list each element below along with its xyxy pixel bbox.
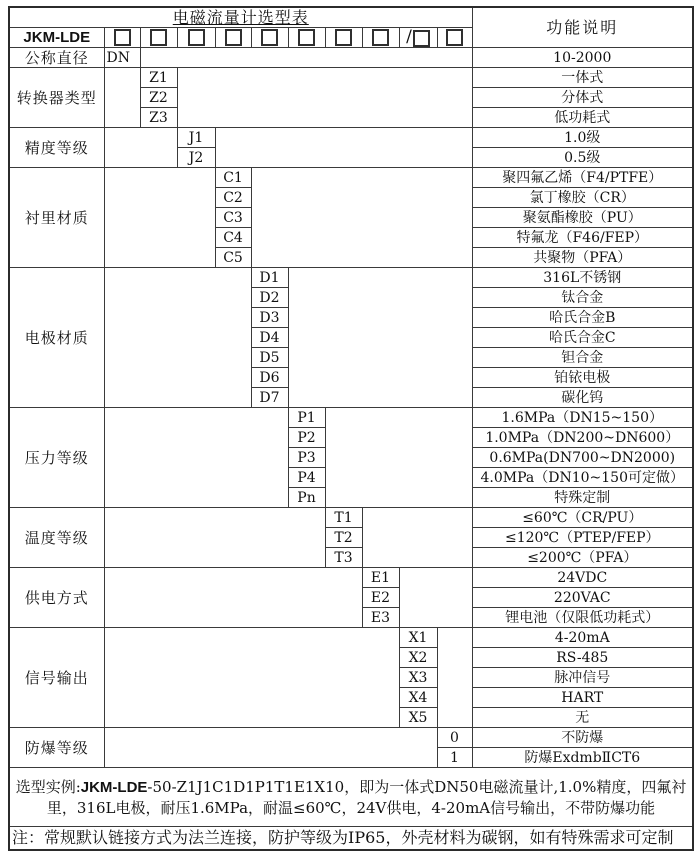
- selection-example: [9, 768, 693, 827]
- empty-cell: [399, 568, 472, 628]
- code-pn: Pn: [288, 488, 325, 508]
- model-code-slot-3: [177, 28, 215, 48]
- model-code-slot-8: [362, 28, 399, 48]
- desc-x4: HART: [472, 688, 693, 708]
- code-x2: X2: [399, 648, 437, 668]
- desc-d5: 钽合金: [472, 348, 693, 368]
- model-code-slot-4: [215, 28, 251, 48]
- note: 注：常规默认链接方式为法兰连接，防护等级为IP65，外壳材料为碳钢，如有特殊需求可定制: [9, 827, 693, 851]
- desc-x3: 脉冲信号: [472, 668, 693, 688]
- code-d6: D6: [251, 368, 288, 388]
- desc-p2: 1.0MPa（DN200~DN600）: [472, 428, 693, 448]
- model-code-slot-10: [437, 28, 472, 48]
- code-p4: P4: [288, 468, 325, 488]
- code-exp-1: 1: [437, 748, 472, 768]
- code-p1: P1: [288, 408, 325, 428]
- desc-c1: 聚四氟乙烯（F4/PTFE）: [472, 168, 693, 188]
- empty-cell: [104, 128, 177, 168]
- code-z1: Z1: [140, 68, 177, 88]
- model-code-slot-7: [325, 28, 362, 48]
- checkbox-icon[interactable]: [114, 29, 131, 46]
- category-pressure-grade: 压力等级: [9, 408, 104, 508]
- code-p3: P3: [288, 448, 325, 468]
- example-model: JKM-LDE: [80, 778, 148, 796]
- category-electrode-material: 电极材质: [9, 268, 104, 408]
- code-j1: J1: [177, 128, 215, 148]
- code-t2: T2: [325, 528, 362, 548]
- desc-x5: 无: [472, 708, 693, 728]
- example-text: -50-Z1J1C1D1P1T1E1X10，即为一体式DN50电磁流量计,1.0%精度，四氟衬里，316L电极，耐压1.6MPa，耐温≤60℃，24V供电，4-20mA信号输出，不带防爆功能: [46, 777, 687, 817]
- desc-j2: 0.5级: [472, 148, 693, 168]
- code-z3: Z3: [140, 108, 177, 128]
- model-code-slot-1: [104, 28, 140, 48]
- empty-cell: [104, 168, 215, 268]
- empty-cell: [288, 268, 472, 408]
- desc-c2: 氯丁橡胶（CR）: [472, 188, 693, 208]
- empty-cell: [104, 508, 325, 568]
- empty-cell: [362, 508, 472, 568]
- code-d2: D2: [251, 288, 288, 308]
- category-converter-type: 转换器类型: [9, 68, 104, 128]
- code-e3: E3: [362, 608, 399, 628]
- code-c3: C3: [215, 208, 251, 228]
- checkbox-icon[interactable]: [225, 29, 242, 46]
- code-c4: C4: [215, 228, 251, 248]
- code-p2: P2: [288, 428, 325, 448]
- checkbox-icon[interactable]: [335, 29, 352, 46]
- desc-e2: 220VAC: [472, 588, 693, 608]
- category-temperature-grade: 温度等级: [9, 508, 104, 568]
- model-prefix: JKM-LDE: [9, 28, 104, 48]
- checkbox-icon[interactable]: [372, 29, 389, 46]
- desc-c3: 聚氨酯橡胶（PU）: [472, 208, 693, 228]
- desc-exp-0: 不防爆: [472, 728, 693, 748]
- desc-d1: 316L不锈钢: [472, 268, 693, 288]
- empty-cell: [104, 268, 251, 408]
- code-d1: D1: [251, 268, 288, 288]
- desc-x2: RS-485: [472, 648, 693, 668]
- empty-cell: [104, 568, 362, 628]
- model-code-slot-5: [251, 28, 288, 48]
- model-code-slot-6: [288, 28, 325, 48]
- empty-cell: [104, 628, 399, 728]
- desc-d6: 铂铱电极: [472, 368, 693, 388]
- code-d3: D3: [251, 308, 288, 328]
- category-accuracy-grade: 精度等级: [9, 128, 104, 168]
- model-code-slot-9: [399, 28, 437, 48]
- code-dn: DN: [104, 48, 140, 68]
- empty-cell: [325, 408, 472, 508]
- category-explosion-proof-grade: 防爆等级: [9, 728, 104, 768]
- desc-d2: 钛合金: [472, 288, 693, 308]
- desc-t3: ≤200℃（PFA）: [472, 548, 693, 568]
- desc-pn: 特殊定制: [472, 488, 693, 508]
- checkbox-icon[interactable]: [188, 29, 205, 46]
- desc-j1: 1.0级: [472, 128, 693, 148]
- checkbox-icon[interactable]: [446, 29, 463, 46]
- category-nominal-diameter: 公称直径: [9, 48, 104, 68]
- checkbox-icon[interactable]: [298, 29, 315, 46]
- category-lining-material: 衬里材质: [9, 168, 104, 268]
- code-t3: T3: [325, 548, 362, 568]
- code-d4: D4: [251, 328, 288, 348]
- desc-p1: 1.6MPa（DN15~150）: [472, 408, 693, 428]
- function-description-header: 功能说明: [472, 7, 693, 48]
- empty-cell: [104, 408, 288, 508]
- desc-d3: 哈氏合金B: [472, 308, 693, 328]
- code-exp-0: 0: [437, 728, 472, 748]
- checkbox-icon[interactable]: [150, 29, 167, 46]
- empty-cell: [215, 128, 472, 168]
- desc-p3: 0.6MPa(DN700~DN2000): [472, 448, 693, 468]
- desc-e3: 锂电池（仅限低功耗式）: [472, 608, 693, 628]
- empty-cell: [437, 628, 472, 728]
- code-z2: Z2: [140, 88, 177, 108]
- empty-cell: [251, 168, 472, 268]
- desc-z1: 一体式: [472, 68, 693, 88]
- selection-table: [8, 6, 694, 851]
- desc-d7: 碳化钨: [472, 388, 693, 408]
- desc-c4: 特氟龙（F46/FEP）: [472, 228, 693, 248]
- empty-cell: [140, 48, 472, 68]
- category-power-supply: 供电方式: [9, 568, 104, 628]
- desc-e1: 24VDC: [472, 568, 693, 588]
- model-code-slot-2: [140, 28, 177, 48]
- desc-c5: 共聚物（PFA）: [472, 248, 693, 268]
- code-c2: C2: [215, 188, 251, 208]
- code-x5: X5: [399, 708, 437, 728]
- empty-cell: [177, 68, 472, 128]
- code-c5: C5: [215, 248, 251, 268]
- category-signal-output: 信号输出: [9, 628, 104, 728]
- slash-separator: /: [406, 27, 412, 47]
- table-title: 电磁流量计选型表: [9, 7, 472, 28]
- empty-cell: [104, 68, 140, 128]
- code-d5: D5: [251, 348, 288, 368]
- code-e2: E2: [362, 588, 399, 608]
- desc-p4: 4.0MPa（DN10~150可定做）: [472, 468, 693, 488]
- example-prefix: 选型实例:: [15, 777, 81, 796]
- desc-t2: ≤120℃（PTEP/FEP）: [472, 528, 693, 548]
- code-t1: T1: [325, 508, 362, 528]
- desc-dn: 10-2000: [472, 48, 693, 68]
- desc-z3: 低功耗式: [472, 108, 693, 128]
- desc-d4: 哈氏合金C: [472, 328, 693, 348]
- desc-x1: 4-20mA: [472, 628, 693, 648]
- checkbox-icon[interactable]: [413, 30, 430, 47]
- desc-z2: 分体式: [472, 88, 693, 108]
- code-x1: X1: [399, 628, 437, 648]
- code-d7: D7: [251, 388, 288, 408]
- checkbox-icon[interactable]: [261, 29, 278, 46]
- code-x4: X4: [399, 688, 437, 708]
- empty-cell: [104, 728, 437, 768]
- code-j2: J2: [177, 148, 215, 168]
- desc-t1: ≤60℃（CR/PU）: [472, 508, 693, 528]
- code-x3: X3: [399, 668, 437, 688]
- code-c1: C1: [215, 168, 251, 188]
- code-e1: E1: [362, 568, 399, 588]
- desc-exp-1: 防爆ExdmbⅡCT6: [472, 748, 693, 768]
